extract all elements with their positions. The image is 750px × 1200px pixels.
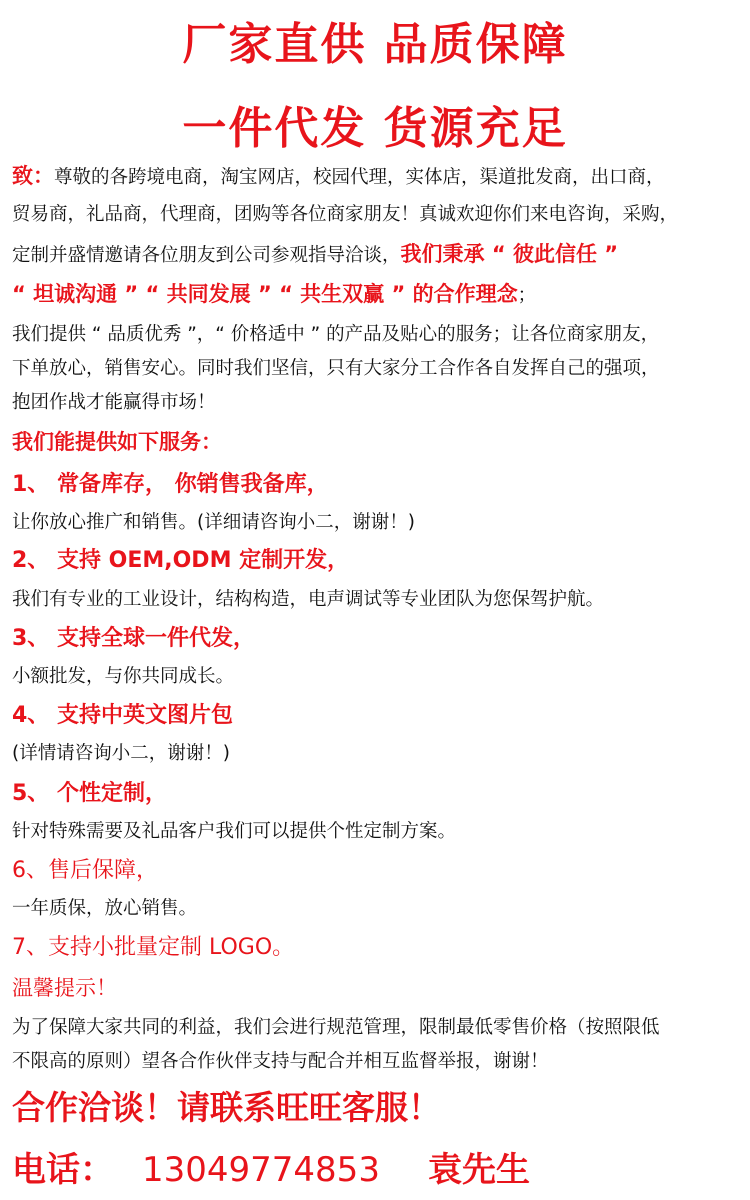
service-1-title: 1、 常备库存， 你销售我备库，: [12, 472, 329, 497]
to-label: 致：: [12, 164, 54, 188]
phone-label: 电话：: [12, 1150, 114, 1190]
intro-line-3: [12, 238, 740, 268]
intro-text-1: 尊敬的各跨境电商，淘宝网店，校园代理，实体店，渠道批发商，出口商，: [54, 167, 665, 188]
service-4-desc: (详情请咨询小二，谢谢！): [12, 743, 230, 764]
intro-line-1: [12, 160, 740, 190]
phone-number: 13049774853: [142, 1150, 380, 1190]
philosophy-part-1: 我们秉承 “ 彼此信任 ”: [400, 242, 619, 266]
service-6-title: 6、售后保障，: [12, 858, 158, 883]
intro-text-3: 定制并盛情邀请各位朋友到公司参观指导洽谈，: [12, 245, 401, 266]
philosophy-part-2: “ 坦诚沟通 ” “ 共同发展 ” “ 共生双赢 ” 的合作理念: [12, 282, 518, 306]
services-heading: 我们能提供如下服务：: [12, 430, 222, 454]
philosophy-tail: ；: [517, 285, 537, 306]
contact-cta: 合作洽谈！请联系旺旺客服！: [12, 1088, 441, 1127]
service-3-title: 3、 支持全球一件代发，: [12, 626, 255, 651]
contact-name: 袁先生: [427, 1150, 530, 1190]
intro-line-7: 抱团作战才能赢得市场！: [12, 392, 216, 413]
notice-line-1: 为了保障大家共同的利益，我们会进行规范管理，限制最低零售价格（按照限低: [12, 1017, 660, 1038]
intro-line-4: [12, 278, 740, 308]
notice-heading: 温馨提示！: [12, 976, 117, 1000]
service-4-title: 4、 支持中英文图片包: [12, 703, 233, 728]
headline-line-1: 厂家直供 品质保障: [182, 19, 568, 70]
intro-line-2: 贸易商，礼品商，代理商，团购等各位商家朋友！真诚欢迎你们来电咨询，采购，: [12, 204, 679, 225]
service-2-title: 2、 支持 OEM,ODM 定制开发，: [12, 548, 350, 573]
service-2-desc: 我们有专业的工业设计，结构构造，电声调试等专业团队为您保驾护航。: [12, 589, 605, 610]
service-6-desc: 一年质保，放心销售。: [12, 898, 198, 919]
intro-line-5: 我们提供 “ 品质优秀 ”，“ 价格适中 ” 的产品及贴心的服务；让各位商家朋友，: [12, 324, 660, 345]
service-7-title: 7、支持小批量定制 LOGO。: [12, 935, 295, 960]
intro-line-6: 下单放心，销售安心。同时我们坚信，只有大家分工合作各自发挥自己的强项，: [12, 358, 660, 379]
contact-phone-line: [12, 1142, 740, 1191]
service-3-desc: 小额批发，与你共同成长。: [12, 666, 235, 687]
service-1-desc: 让你放心推广和销售。(详细请咨询小二，谢谢！): [12, 512, 415, 533]
notice-line-2: 不限高的原则）望各合作伙伴支持与配合并相互监督举报，谢谢！: [12, 1051, 549, 1072]
service-5-title: 5、 个性定制，: [12, 781, 167, 806]
service-5-desc: 针对特殊需要及礼品客户我们可以提供个性定制方案。: [12, 821, 457, 842]
headline-line-2: 一件代发 货源充足: [182, 103, 568, 154]
